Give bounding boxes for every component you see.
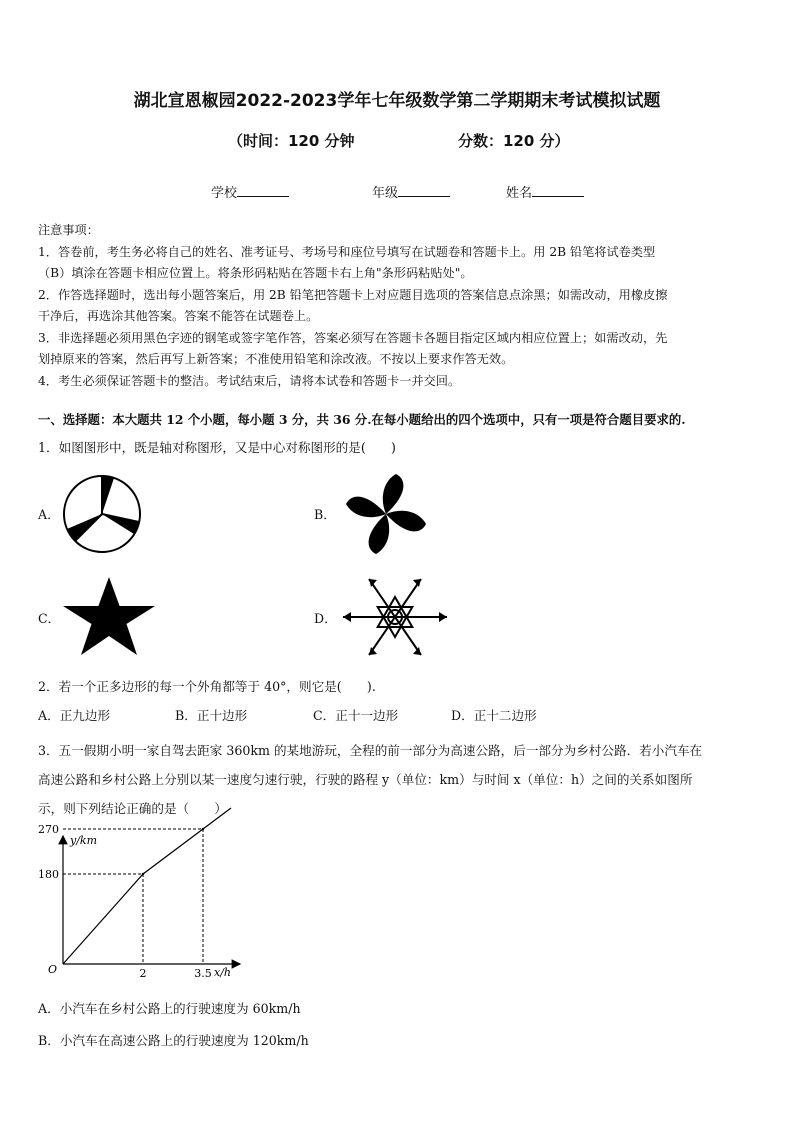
- notice-line: 3．非选择题必须用黑色字迹的钢笔或签字笔作答，答案必须写在答题卡各题目指定区域内相应位置上；如需改动，先: [38, 330, 668, 345]
- notice-line: （B）填涂在答题卡相应位置上。将条形码粘贴在答题卡右上角"条形码粘贴处"。: [38, 266, 473, 280]
- q1-stem: 1．如图图形中，既是轴对称图形，又是中心对称图形的是( ): [38, 440, 396, 455]
- q3-stem: [38, 736, 758, 823]
- notice-line: 4．考生必须保证答题卡的整洁。考试结束后，请将本试卷和答题卡一并交回。: [38, 373, 461, 388]
- name-field[interactable]: [506, 182, 584, 201]
- q1-option-a-label[interactable]: A．: [38, 507, 60, 522]
- series-line: [63, 808, 231, 964]
- exam-title: 湖北宣恩椒园2022-2023学年七年级数学第二学期期末考试模拟试题: [133, 91, 661, 111]
- q2-option-c[interactable]: C．正十一边形: [313, 708, 399, 723]
- y-tick-label: 270: [38, 823, 59, 836]
- q3-stem-line: 高速公路和乡村公路上分别以某一速度匀速行驶，行驶的路程 y（单位：km）与时间 x（单位：h）之间的关系如图所: [38, 772, 693, 787]
- q2-option-a[interactable]: A．正九边形: [38, 708, 111, 723]
- notice-title: 注意事项：: [38, 223, 99, 237]
- data-point: [142, 873, 144, 875]
- grade-blank[interactable]: [398, 184, 450, 197]
- q2-option-b[interactable]: B．正十边形: [175, 708, 248, 723]
- x-tick-label: 3.5: [194, 967, 212, 980]
- grade-label: 年级: [372, 186, 399, 201]
- notice-line: 划掉原来的答案，然后再写上新答案；不准使用铅笔和涂改液。不按以上要求作答无效。: [38, 352, 514, 366]
- q3-option-b[interactable]: B．小汽车在高速公路上的行驶速度为 120km/h: [38, 1033, 309, 1048]
- q1-option-b-label[interactable]: B．: [314, 507, 336, 522]
- notice-line: 干净后，再选涂其他答案。答案不能答在试题卷上。: [38, 309, 319, 323]
- notice-block: [38, 220, 762, 392]
- q1-option-c-label[interactable]: C．: [38, 611, 61, 626]
- q3-stem-line: 3．五一假期小明一家自驾去距家 360km 的某地游玩，全程的前一部分为高速公路，后一部分为乡村公路．若小汽车在: [38, 743, 703, 758]
- q1-figure-d-snowflake[interactable]: [340, 575, 450, 659]
- q1-figure-a-pinwheel-circle[interactable]: [62, 474, 142, 554]
- x-axis-label: x/h: [214, 966, 231, 979]
- exam-score: 分数：120 分）: [458, 132, 570, 150]
- y-axis-label: y/km: [70, 834, 98, 847]
- data-point: [202, 828, 204, 830]
- q3-stem-line: 示，则下列结论正确的是（ ）: [38, 801, 227, 816]
- q1-figure-c-star[interactable]: [62, 575, 156, 657]
- origin-label: O: [48, 963, 58, 976]
- x-tick-label: 2: [139, 967, 147, 980]
- school-field[interactable]: [211, 182, 289, 201]
- notice-line: 1．答卷前，考生务必将自己的姓名、准考证号、考场号和座位号填写在试题卷和答题卡上。用 2B 铅笔将试卷类型: [38, 244, 656, 259]
- q2-option-d[interactable]: D．正十二边形: [451, 708, 537, 723]
- school-blank[interactable]: [237, 184, 289, 197]
- name-label: 姓名: [506, 186, 533, 201]
- grade-field[interactable]: [372, 182, 450, 201]
- exam-time: （时间：120 分钟: [228, 132, 355, 150]
- section-title: 一、选择题：本大题共 12 个小题，每小题 3 分，共 36 分.在每小题给出的四个选项中，只有一项是符合题目要求的.: [38, 412, 686, 427]
- notice-line: 2．作答选择题时，选出每小题答案后，用 2B 铅笔把答题卡上对应题目选项的答案信息点涂黑；如需改动，用橡皮擦: [38, 287, 668, 302]
- q3-chart: [38, 823, 258, 980]
- q1-figure-b-windmill[interactable]: [340, 472, 432, 556]
- school-label: 学校: [211, 186, 238, 201]
- name-blank[interactable]: [532, 184, 584, 197]
- q2-stem: 2．若一个正多边形的每一个外角都等于 40°，则它是( ).: [38, 679, 376, 694]
- y-tick-label: 180: [38, 868, 59, 881]
- q1-option-d-label[interactable]: D．: [314, 611, 337, 626]
- q3-option-a[interactable]: A．小汽车在乡村公路上的行驶速度为 60km/h: [38, 1001, 301, 1016]
